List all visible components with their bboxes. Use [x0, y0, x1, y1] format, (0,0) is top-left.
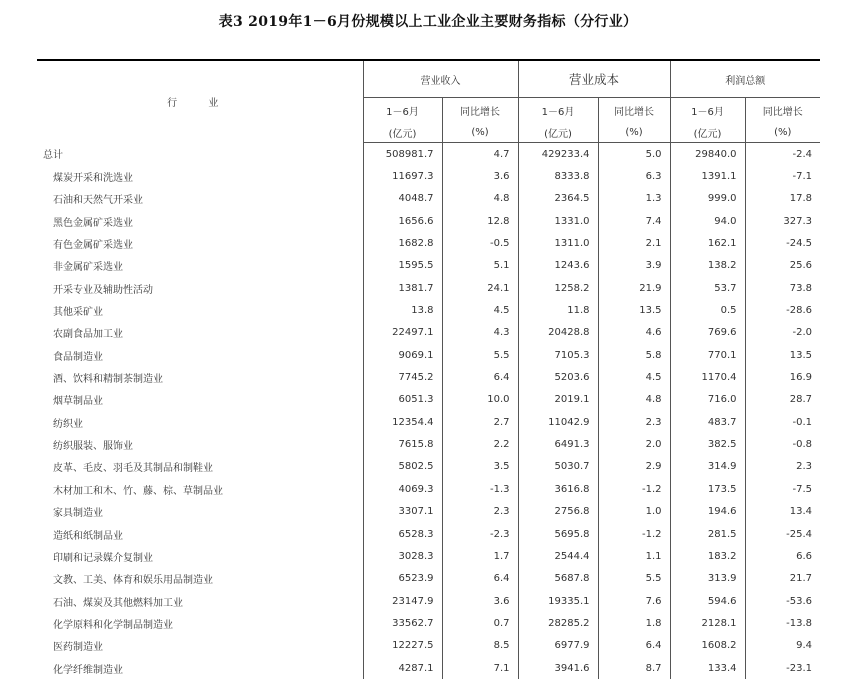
cost-growth: 1.3	[598, 188, 670, 210]
profit-growth: -53.6	[786, 595, 812, 607]
profit-value: 29840.0	[670, 143, 745, 166]
industry-name: 纺织业	[37, 411, 363, 433]
cost-growth: 4.5	[598, 366, 670, 388]
revenue-value: 508981.7	[363, 143, 442, 166]
profit-value: 483.7	[670, 411, 745, 433]
profit-growth: 13.5	[789, 349, 812, 361]
revenue-growth-unit: (%)	[442, 122, 518, 143]
profit-growth: -2.4	[792, 148, 812, 160]
industry-name: 纺织服装、服饰业	[37, 433, 363, 455]
profit-group-header: 利润总额	[670, 60, 820, 98]
revenue-growth: 0.7	[442, 612, 518, 634]
cost-growth: 21.9	[598, 277, 670, 299]
cost-growth: 6.4	[598, 635, 670, 657]
revenue-value: 1381.7	[363, 277, 442, 299]
profit-value: 53.7	[670, 277, 745, 299]
revenue-value: 12354.4	[363, 411, 442, 433]
table-row	[37, 389, 820, 411]
revenue-value: 7615.8	[363, 433, 442, 455]
table-body	[37, 143, 820, 680]
profit-value: 1391.1	[670, 165, 745, 187]
table-row	[37, 433, 820, 455]
cost-value: 11.8	[518, 299, 598, 321]
revenue-value: 33562.7	[363, 612, 442, 634]
revenue-growth: 3.5	[442, 456, 518, 478]
table-row	[37, 501, 820, 523]
cost-growth: 3.9	[598, 255, 670, 277]
cost-value: 2019.1	[518, 389, 598, 411]
cost-value: 7105.3	[518, 344, 598, 366]
cost-value: 1311.0	[518, 232, 598, 254]
cost-unit: (亿元)	[518, 122, 598, 143]
cost-value: 5687.8	[518, 568, 598, 590]
industry-name: 其他采矿业	[37, 299, 363, 321]
cost-value: 2756.8	[518, 501, 598, 523]
cost-growth-unit: (%)	[598, 122, 670, 143]
industry-name: 农副食品加工业	[37, 322, 363, 344]
cost-growth: 2.0	[598, 433, 670, 455]
table-row	[37, 411, 820, 433]
profit-growth: -28.6	[786, 305, 812, 317]
profit-value: 0.5	[670, 299, 745, 321]
revenue-value: 11697.3	[363, 165, 442, 187]
profit-value: 138.2	[670, 255, 745, 277]
cost-growth: 4.6	[598, 322, 670, 344]
revenue-growth: 2.7	[442, 411, 518, 433]
profit-value: 162.1	[670, 232, 745, 254]
profit-value: 133.4	[670, 657, 745, 679]
cost-value: 1258.2	[518, 277, 598, 299]
table-row	[37, 299, 820, 321]
profit-value: 716.0	[670, 389, 745, 411]
cost-value: 2544.4	[518, 545, 598, 567]
revenue-growth: 8.5	[442, 635, 518, 657]
table-row	[37, 366, 820, 388]
profit-growth: -23.1	[786, 662, 812, 674]
table-row	[37, 277, 820, 299]
profit-growth: 21.7	[789, 573, 812, 585]
table-row	[37, 344, 820, 366]
profit-value: 281.5	[670, 523, 745, 545]
revenue-value: 6051.3	[363, 389, 442, 411]
profit-growth: -0.1	[792, 416, 812, 428]
industry-name: 石油、煤炭及其他燃料加工业	[37, 590, 363, 612]
industry-name: 家具制造业	[37, 501, 363, 523]
cost-value: 5030.7	[518, 456, 598, 478]
revenue-value: 3307.1	[363, 501, 442, 523]
profit-value: 770.1	[670, 344, 745, 366]
cost-value: 1243.6	[518, 255, 598, 277]
revenue-growth: 1.7	[442, 545, 518, 567]
cost-growth: 13.5	[598, 299, 670, 321]
profit-period-header: 1－6月	[670, 98, 745, 123]
profit-value: 594.6	[670, 590, 745, 612]
industry-name: 石油和天然气开采业	[37, 188, 363, 210]
profit-value: 999.0	[670, 188, 745, 210]
profit-growth: 16.9	[789, 372, 812, 384]
industry-header: 行 业	[37, 60, 363, 143]
revenue-growth: 10.0	[442, 389, 518, 411]
profit-growth: 73.8	[789, 282, 812, 294]
revenue-value: 4048.7	[363, 188, 442, 210]
table-row	[37, 210, 820, 232]
cost-value: 6491.3	[518, 433, 598, 455]
revenue-growth: 4.5	[442, 299, 518, 321]
table-row	[37, 590, 820, 612]
cost-growth: 2.9	[598, 456, 670, 478]
profit-growth: 25.6	[789, 260, 812, 272]
cost-value: 28285.2	[518, 612, 598, 634]
profit-growth: 9.4	[796, 640, 812, 652]
profit-growth: -25.4	[786, 528, 812, 540]
profit-growth: -7.1	[792, 171, 812, 183]
industry-name: 食品制造业	[37, 344, 363, 366]
industry-name: 皮革、毛皮、羽毛及其制品和制鞋业	[37, 456, 363, 478]
cost-growth: -1.2	[598, 523, 670, 545]
revenue-growth: 2.2	[442, 433, 518, 455]
cost-growth: 2.3	[598, 411, 670, 433]
revenue-growth: 6.4	[442, 366, 518, 388]
revenue-value: 6523.9	[363, 568, 442, 590]
profit-growth: 28.7	[789, 394, 812, 406]
revenue-growth: 2.3	[442, 501, 518, 523]
profit-growth: -7.5	[792, 483, 812, 495]
revenue-growth: 5.1	[442, 255, 518, 277]
cost-group-header: 营业成本	[518, 60, 670, 98]
cost-value: 6977.9	[518, 635, 598, 657]
industry-name: 医药制造业	[37, 635, 363, 657]
profit-growth: 13.4	[789, 506, 812, 518]
table-row	[37, 165, 820, 187]
revenue-group-header: 营业收入	[363, 60, 518, 98]
cost-value: 8333.8	[518, 165, 598, 187]
revenue-value: 4069.3	[363, 478, 442, 500]
cost-value: 1331.0	[518, 210, 598, 232]
profit-growth: -0.8	[792, 439, 812, 451]
table-row	[37, 545, 820, 567]
revenue-growth-header: 同比增长	[442, 98, 518, 123]
profit-value: 769.6	[670, 322, 745, 344]
cost-growth: 5.8	[598, 344, 670, 366]
revenue-growth: 12.8	[442, 210, 518, 232]
profit-growth: -2.0	[792, 327, 812, 339]
cost-value: 19335.1	[518, 590, 598, 612]
revenue-value: 23147.9	[363, 590, 442, 612]
revenue-value: 12227.5	[363, 635, 442, 657]
cost-growth: 1.1	[598, 545, 670, 567]
profit-growth: 17.8	[789, 193, 812, 205]
cost-value: 2364.5	[518, 188, 598, 210]
revenue-growth: 7.1	[442, 657, 518, 679]
industry-name: 化学原料和化学制品制造业	[37, 612, 363, 634]
revenue-growth: 6.4	[442, 568, 518, 590]
profit-value: 94.0	[670, 210, 745, 232]
cost-value: 11042.9	[518, 411, 598, 433]
profit-value: 1170.4	[670, 366, 745, 388]
cost-period-header: 1－6月	[518, 98, 598, 123]
table-row	[37, 657, 820, 679]
cost-value: 20428.8	[518, 322, 598, 344]
cost-growth: 1.0	[598, 501, 670, 523]
revenue-growth: 24.1	[442, 277, 518, 299]
industry-name: 黑色金属矿采选业	[37, 210, 363, 232]
revenue-value: 5802.5	[363, 456, 442, 478]
financial-indicators-table	[37, 59, 820, 679]
table-row	[37, 568, 820, 590]
profit-unit: (亿元)	[670, 122, 745, 143]
revenue-value: 9069.1	[363, 344, 442, 366]
industry-name: 开采专业及辅助性活动	[37, 277, 363, 299]
revenue-value: 1595.5	[363, 255, 442, 277]
revenue-growth: 3.6	[442, 165, 518, 187]
profit-growth: 6.6	[796, 550, 812, 562]
industry-name: 总计	[37, 143, 363, 166]
cost-growth-header: 同比增长	[598, 98, 670, 123]
profit-growth-header: 同比增长	[745, 98, 820, 123]
profit-value: 194.6	[670, 501, 745, 523]
profit-value: 1608.2	[670, 635, 745, 657]
revenue-growth: 3.6	[442, 590, 518, 612]
industry-name: 文教、工美、体育和娱乐用品制造业	[37, 568, 363, 590]
profit-value: 314.9	[670, 456, 745, 478]
revenue-growth: -0.5	[442, 232, 518, 254]
revenue-value: 1656.6	[363, 210, 442, 232]
revenue-value: 6528.3	[363, 523, 442, 545]
revenue-value: 7745.2	[363, 366, 442, 388]
revenue-unit: (亿元)	[363, 122, 442, 143]
cost-value: 429233.4	[518, 143, 598, 166]
cost-growth: 8.7	[598, 657, 670, 679]
profit-value: 2128.1	[670, 612, 745, 634]
cost-growth: 1.8	[598, 612, 670, 634]
revenue-value: 13.8	[363, 299, 442, 321]
profit-value: 313.9	[670, 568, 745, 590]
revenue-value: 1682.8	[363, 232, 442, 254]
revenue-value: 3028.3	[363, 545, 442, 567]
cost-growth: 5.0	[598, 143, 670, 166]
table-row	[37, 255, 820, 277]
table-row	[37, 322, 820, 344]
industry-name: 酒、饮料和精制茶制造业	[37, 366, 363, 388]
revenue-growth: -2.3	[442, 523, 518, 545]
cost-value: 5695.8	[518, 523, 598, 545]
table-row	[37, 188, 820, 210]
profit-growth: -13.8	[786, 617, 812, 629]
revenue-growth: 4.3	[442, 322, 518, 344]
revenue-value: 4287.1	[363, 657, 442, 679]
industry-name: 木材加工和木、竹、藤、棕、草制品业	[37, 478, 363, 500]
revenue-growth: 5.5	[442, 344, 518, 366]
industry-name: 印刷和记录媒介复制业	[37, 545, 363, 567]
revenue-value: 22497.1	[363, 322, 442, 344]
profit-growth-unit: (%)	[745, 122, 820, 143]
cost-growth: 4.8	[598, 389, 670, 411]
industry-name: 煤炭开采和洗选业	[37, 165, 363, 187]
cost-value: 3941.6	[518, 657, 598, 679]
industry-name: 造纸和纸制品业	[37, 523, 363, 545]
cost-value: 3616.8	[518, 478, 598, 500]
industry-name: 非金属矿采选业	[37, 255, 363, 277]
table-row	[37, 478, 820, 500]
cost-growth: 5.5	[598, 568, 670, 590]
cost-growth: 6.3	[598, 165, 670, 187]
table-row	[37, 635, 820, 657]
cost-growth: 7.4	[598, 210, 670, 232]
table-title: 表3 2019年1－6月份规模以上工业企业主要财务指标（分行业）	[218, 14, 638, 30]
table-row	[37, 612, 820, 634]
revenue-growth: 4.8	[442, 188, 518, 210]
industry-name: 化学纤维制造业	[37, 657, 363, 679]
industry-name: 有色金属矿采选业	[37, 232, 363, 254]
industry-name: 烟草制品业	[37, 389, 363, 411]
table-row	[37, 523, 820, 545]
cost-growth: -1.2	[598, 478, 670, 500]
cost-growth: 2.1	[598, 232, 670, 254]
profit-growth: -24.5	[786, 238, 812, 250]
cost-value: 5203.6	[518, 366, 598, 388]
cost-growth: 7.6	[598, 590, 670, 612]
table-row	[37, 456, 820, 478]
profit-growth: 327.3	[783, 215, 812, 227]
table-row	[37, 232, 820, 254]
revenue-period-header: 1－6月	[363, 98, 442, 123]
total-row	[37, 143, 820, 166]
profit-value: 382.5	[670, 433, 745, 455]
profit-growth: 2.3	[796, 461, 812, 473]
profit-value: 183.2	[670, 545, 745, 567]
revenue-growth: 4.7	[442, 143, 518, 166]
revenue-growth: -1.3	[442, 478, 518, 500]
profit-value: 173.5	[670, 478, 745, 500]
